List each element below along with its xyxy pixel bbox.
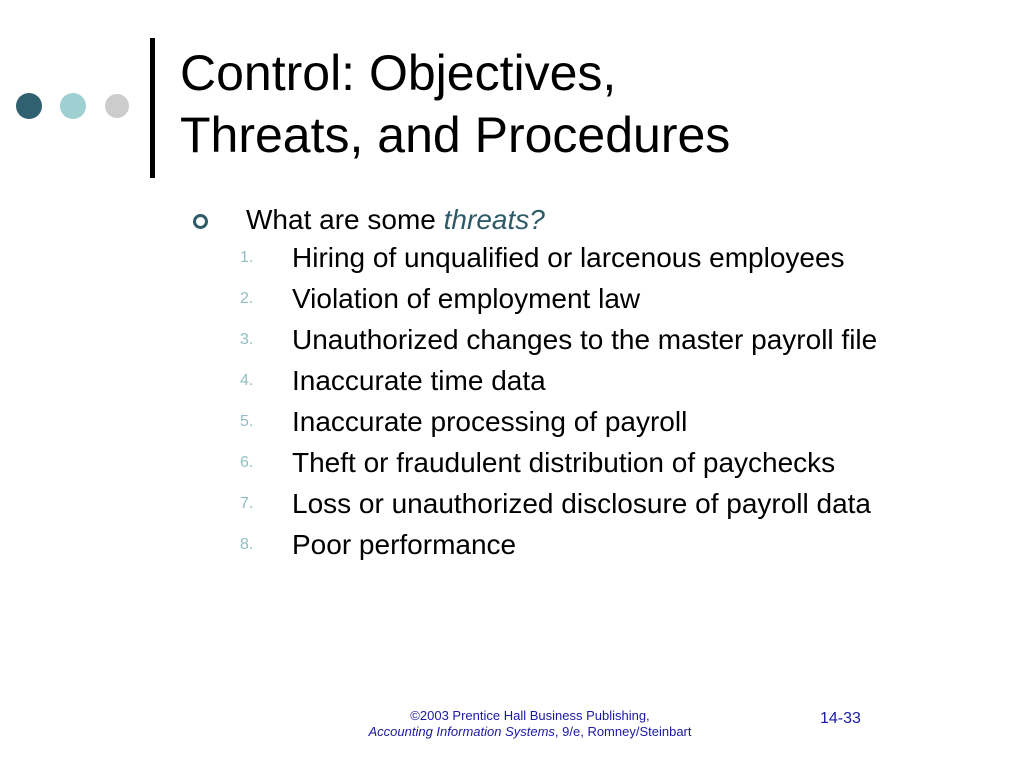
footer-edition: , 9/e, Romney/Steinbart: [554, 724, 692, 739]
footer-book-title: Accounting Information Systems: [368, 724, 555, 739]
threat-item: [190, 488, 910, 520]
threat-item: [190, 365, 910, 397]
threat-item: [190, 242, 910, 274]
title-line-2: Threats, and Procedures: [180, 107, 731, 163]
ring-bullet-icon: [193, 214, 208, 229]
threat-text: Inaccurate processing of payroll: [292, 406, 688, 437]
page-number: 14-33: [820, 710, 861, 727]
decorative-dots: [0, 0, 140, 160]
threat-list: [190, 242, 910, 561]
dot-teal: [60, 93, 86, 119]
threat-number: 3.: [240, 331, 254, 348]
footer-line-1: ©2003 Prentice Hall Business Publishing,: [410, 708, 650, 723]
threat-number: 7.: [240, 495, 254, 512]
threat-text: Poor performance: [292, 529, 517, 560]
threat-text: Hiring of unqualified or larcenous employees: [292, 242, 845, 273]
dot-gray: [105, 94, 129, 118]
footer-copyright: [330, 708, 730, 740]
threat-item: [190, 406, 910, 438]
threat-item: [190, 324, 910, 356]
threat-text: Unauthorized changes to the master payroll file: [292, 324, 878, 355]
threat-item: [190, 447, 910, 479]
slide-content: [190, 202, 910, 570]
title-line-1: Control: Objectives,: [180, 45, 617, 101]
slide-title: [180, 42, 980, 166]
threat-number: 6.: [240, 454, 254, 471]
threat-number: 2.: [240, 290, 254, 307]
threat-item: [190, 283, 910, 315]
threat-text: Loss or unauthorized disclosure of payroll data: [292, 488, 872, 519]
dot-dark: [16, 93, 42, 119]
footer-line-2: [330, 724, 730, 740]
threat-number: 8.: [240, 536, 254, 553]
threat-number: 5.: [240, 413, 254, 430]
threat-text: Violation of employment law: [292, 283, 641, 314]
bullet-text: What are some: [246, 204, 444, 235]
title-divider-line: [150, 38, 155, 178]
main-bullet: [190, 202, 910, 242]
threat-number: 1.: [240, 249, 254, 266]
threat-text: Inaccurate time data: [292, 365, 546, 396]
threat-item: [190, 529, 910, 561]
threat-text: Theft or fraudulent distribution of paychecks: [292, 447, 836, 478]
bullet-emphasis: threats?: [443, 204, 545, 235]
threat-number: 4.: [240, 372, 254, 389]
